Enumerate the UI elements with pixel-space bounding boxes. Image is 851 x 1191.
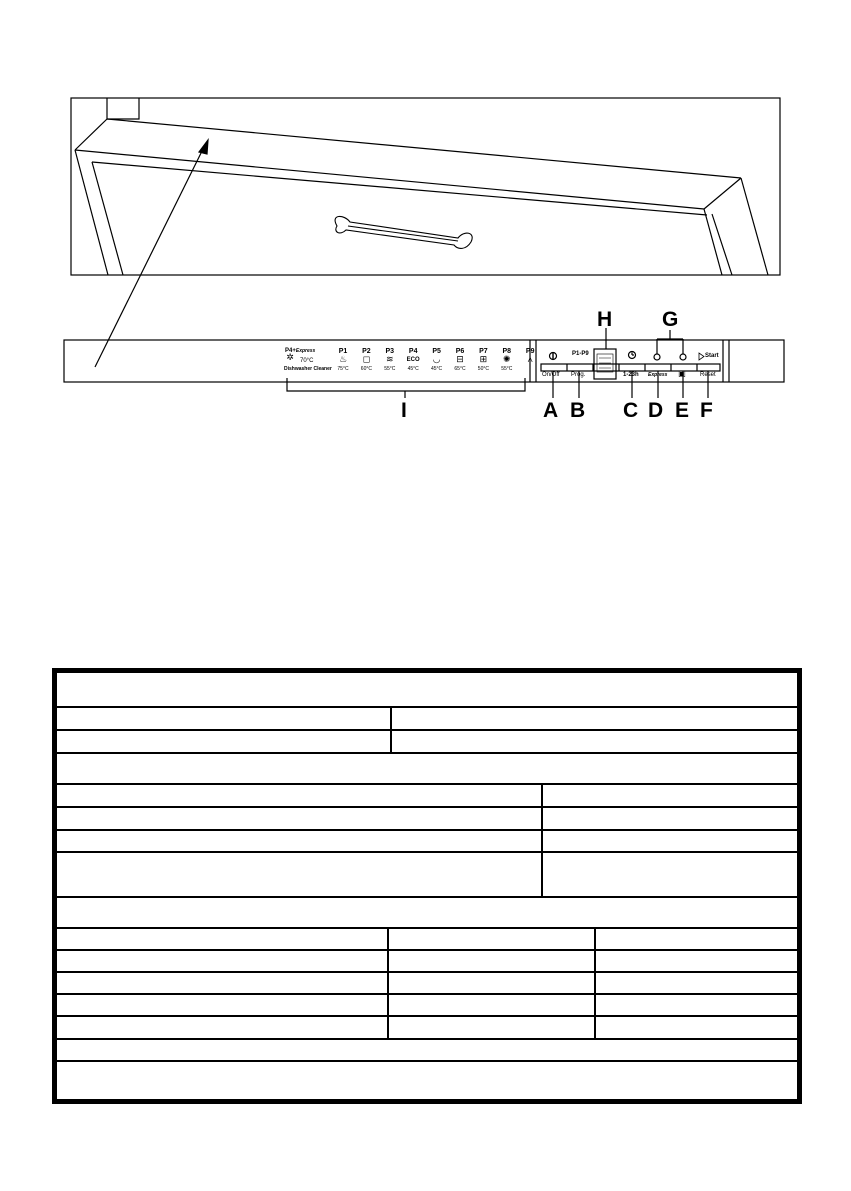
table-row	[57, 808, 797, 831]
cleaner-icon: ✲	[286, 353, 294, 363]
waves-icon: ≋	[386, 355, 394, 365]
table-row	[57, 929, 797, 951]
program-p7-temp: 50°C	[477, 366, 489, 372]
program-p8-temp: 55°C	[501, 366, 513, 372]
indicator-light-2	[680, 354, 686, 360]
program-p1-temp: 75°C	[337, 366, 349, 372]
table-row	[57, 1017, 797, 1040]
table-row	[57, 898, 797, 929]
table-row	[57, 831, 797, 853]
spec-table	[52, 668, 802, 1104]
table-row	[57, 995, 797, 1017]
play-icon	[699, 353, 704, 360]
program-p5-temp: 45°C	[431, 366, 443, 372]
delay-label: 1-23h	[623, 372, 639, 378]
label-g: G	[662, 308, 679, 331]
display-digits	[599, 358, 611, 368]
pointer-arrow	[95, 140, 208, 367]
reset-label: Reset	[700, 372, 716, 378]
table-row	[57, 673, 797, 708]
rinse-icon: ⩚	[527, 355, 533, 365]
table-row	[57, 1040, 797, 1062]
program-p3-label: P3	[385, 348, 395, 355]
table-row	[57, 754, 797, 785]
table-row	[57, 853, 797, 898]
hygiene-icon: ✺	[503, 355, 511, 365]
program-p2-temp: 60°C	[360, 366, 372, 372]
label-h: H	[597, 308, 613, 331]
table-row	[57, 731, 797, 754]
p4-express-label: P4+Express	[285, 348, 316, 354]
prog-range-label: P1-P9	[572, 351, 589, 357]
tablet-icon: ▣	[678, 369, 686, 378]
table-row	[57, 708, 797, 731]
label-c: C	[623, 399, 639, 422]
eco-icon: ECO	[406, 357, 420, 363]
pan-icon: ♨	[338, 355, 348, 365]
label-i: I	[401, 399, 407, 422]
label-b: B	[570, 399, 586, 422]
program-p1-label: P1	[338, 348, 348, 355]
p4-express-temp: 70°C	[300, 358, 314, 364]
table-row	[57, 785, 797, 808]
half-load-icon: ⊞	[479, 355, 488, 365]
start-label: Start	[705, 353, 719, 359]
pot-icon: ◻	[362, 355, 371, 365]
express-label: Express	[648, 372, 668, 378]
program-p6-temp: 65°C	[454, 366, 466, 372]
program-p6-label: P6	[455, 348, 465, 355]
program-p4-temp: 45°C	[407, 366, 419, 372]
table-row	[57, 951, 797, 973]
door-outline	[75, 98, 768, 275]
table-row	[57, 973, 797, 995]
program-p4-label: P4	[408, 348, 418, 355]
label-f: F	[700, 399, 713, 422]
cleaner-label: Dishwasher Cleaner	[284, 366, 332, 372]
cup-icon: ◡	[432, 355, 441, 365]
program-p8-label: P8	[502, 348, 512, 355]
indicator-light-1	[654, 354, 660, 360]
label-d: D	[648, 399, 664, 422]
appliance-frame	[71, 98, 780, 275]
program-p2-label: P2	[362, 348, 371, 355]
onoff-label: On/Off	[542, 372, 560, 378]
program-p5-label: P5	[432, 348, 441, 355]
program-p9-label: P9	[525, 348, 535, 355]
program-p3-temp: 55°C	[384, 366, 396, 372]
quick-icon: ⊟	[456, 355, 464, 365]
program-p7-label: P7	[479, 348, 488, 355]
label-e: E	[675, 399, 690, 422]
prog-label: Prog.	[571, 372, 586, 378]
label-a: A	[543, 399, 559, 422]
door-handle	[335, 216, 472, 248]
